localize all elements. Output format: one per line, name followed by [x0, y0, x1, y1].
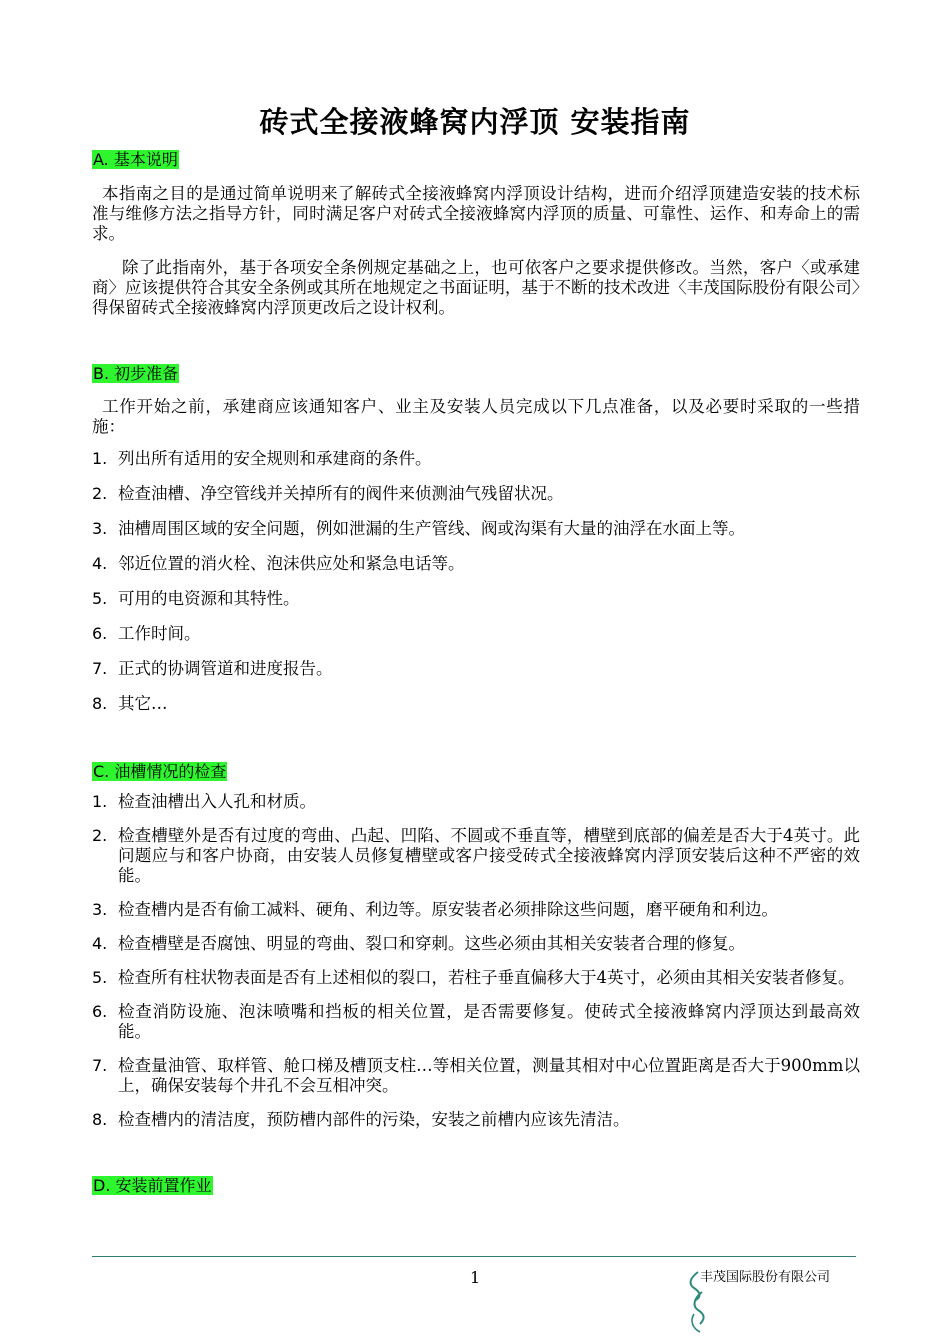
section-b-letter: B. [93, 364, 110, 383]
list-number: 4. [92, 934, 108, 953]
footer-divider [92, 1256, 856, 1257]
list-text: 油槽周围区域的安全问题，例如泄漏的生产管线、阀或沟渠有大量的油浮在水面上等。 [118, 519, 745, 538]
list-number: 7. [92, 1056, 108, 1075]
section-b-intro: 工作开始之前，承建商应该通知客户、业主及安装人员完成以下几点准备，以及必要时采取的一些措施： [92, 397, 860, 436]
list-item [92, 1002, 860, 1042]
company-name: 丰茂国际股份有限公司 [700, 1270, 831, 1285]
section-c-letter: C. [93, 762, 110, 781]
list-item [92, 968, 860, 988]
list-number: 8. [92, 694, 108, 713]
list-number: 1. [92, 792, 108, 811]
document-body [92, 150, 860, 1196]
section-c-list [92, 792, 860, 1130]
list-item [92, 1056, 860, 1096]
list-number: 8. [92, 1110, 108, 1129]
list-text: 邻近位置的消火栓、泡沫供应处和紧急电话等。 [118, 554, 465, 573]
list-number: 6. [92, 624, 108, 643]
list-number: 2. [92, 826, 108, 845]
list-number: 1. [92, 449, 108, 468]
list-item [92, 449, 860, 469]
document-title: 砖式全接液蜂窝内浮顶 安装指南 [259, 105, 691, 139]
list-number: 6. [92, 1002, 108, 1021]
list-item [92, 659, 860, 679]
section-b-heading [92, 364, 179, 383]
list-item [92, 484, 860, 504]
list-number: 2. [92, 484, 108, 503]
list-text: 检查槽壁是否腐蚀、明显的弯曲、裂口和穿刺。这些必须由其相关安装者合理的修复。 [118, 934, 745, 953]
list-text: 检查量油管、取样管、舱口梯及槽顶支柱…等相关位置，测量其相对中心位置距离是否大于900mm以上，确保安装每个井孔不会互相冲突。 [118, 1056, 860, 1095]
list-text: 可用的电资源和其特性。 [118, 589, 300, 608]
list-item [92, 624, 860, 644]
section-c-title: 油槽情况的检查 [114, 762, 227, 781]
section-a-paragraph-2: 除了此指南外，基于各项安全条例规定基础之上，也可依客户之要求提供修改。当然，客户〈或承建商〉应该提供符合其安全条例或其所在地规定之书面证明，基于不断的技术改进〈丰茂国际股份有限公司〉得保留砖式全接液蜂窝内浮顶更改后之设计权利。 [92, 258, 860, 317]
section-a-paragraph-1: 本指南之目的是通过简单说明来了解砖式全接液蜂窝内浮顶设计结构，进而介绍浮顶建造安装的技术标准与维修方法之指导方针，同时满足客户对砖式全接液蜂窝内浮顶的质量、可靠性、运作、和寿命上的需求。 [92, 184, 860, 243]
list-text: 列出所有适用的安全规则和承建商的条件。 [118, 449, 432, 468]
section-c-heading [92, 762, 227, 781]
list-text: 检查油槽出入人孔和材质。 [118, 792, 316, 811]
list-item [92, 554, 860, 574]
list-text: 检查槽内的清洁度，预防槽内部件的污染，安装之前槽内应该先清洁。 [118, 1110, 630, 1129]
list-number: 5. [92, 968, 108, 987]
list-text: 其它… [118, 694, 168, 713]
list-item [92, 934, 860, 954]
section-d-title: 安装前置作业 [115, 1176, 212, 1195]
list-text: 检查所有柱状物表面是否有上述相似的裂口，若柱子垂直偏移大于4英寸，必须由其相关安装者修复。 [118, 968, 855, 987]
list-item [92, 694, 860, 714]
page-number: 1 [470, 1268, 481, 1287]
list-text: 检查消防设施、泡沫喷嘴和挡板的相关位置，是否需要修复。使砖式全接液蜂窝内浮顶达到最高效能。 [118, 1002, 860, 1041]
list-number: 5. [92, 589, 108, 608]
section-a-heading [92, 150, 179, 169]
list-text: 正式的协调管道和进度报告。 [118, 659, 333, 678]
list-text: 工作时间。 [118, 624, 201, 643]
list-number: 4. [92, 554, 108, 573]
list-item [92, 1110, 860, 1130]
list-item [92, 519, 860, 539]
list-number: 7. [92, 659, 108, 678]
list-item [92, 792, 860, 812]
section-d-heading [92, 1176, 213, 1195]
list-text: 检查槽壁外是否有过度的弯曲、凸起、凹陷、不圆或不垂直等，槽壁到底部的偏差是否大于4英寸。此问题应与和客户协商，由安装人员修复槽壁或客户接受砖式全接液蜂窝内浮顶安装后这种不严密的效能。 [118, 826, 860, 885]
list-text: 检查槽内是否有偷工减料、硬角、利边等。原安装者必须排除这些问题，磨平硬角和利边。 [118, 900, 778, 919]
section-a-letter: A. [93, 150, 109, 169]
list-number: 3. [92, 519, 108, 538]
section-b-list [92, 449, 860, 714]
section-a-title: 基本说明 [113, 150, 178, 169]
list-text: 检查油槽、净空管线并关掉所有的阀件来侦测油气残留状况。 [118, 484, 564, 503]
list-number: 3. [92, 900, 108, 919]
list-item [92, 826, 860, 886]
section-b-title: 初步准备 [114, 364, 179, 383]
list-item [92, 589, 860, 609]
section-d-letter: D. [93, 1176, 111, 1195]
list-item [92, 900, 860, 920]
